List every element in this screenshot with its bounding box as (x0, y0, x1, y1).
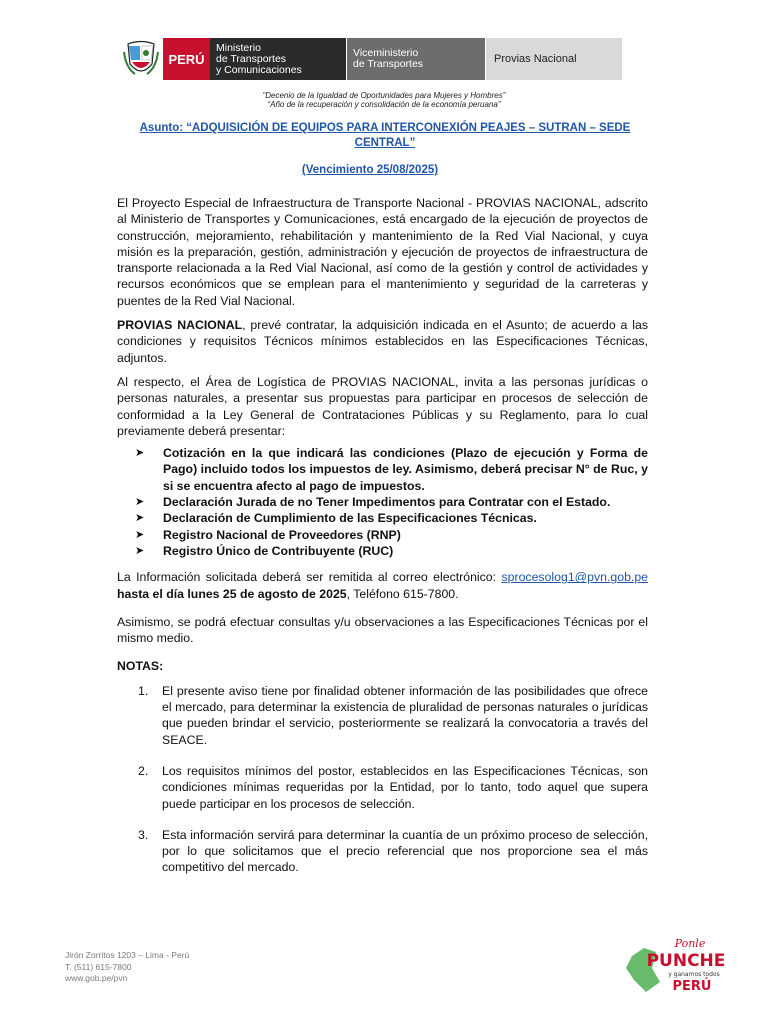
list-item: 3. Esta información servirá para determinar la cuantía de un próximo proceso de selección, por lo que solicitamos que el precio referencial que nos proporcione sea el más competitivo del mercado. (138, 827, 648, 875)
requirements-list (117, 445, 648, 559)
arrow-bullet-icon: ➤ (135, 447, 145, 460)
provias-label: Provias Nacional (486, 38, 622, 80)
purpose-paragraph: PROVIAS NACIONAL, prevé contratar, la adquisición indicada en el Asunto; de acuerdo a las condiciones y requisitos Técnicos mínimos establecidos en las Especificaciones Técnicas, adjuntos. (117, 318, 648, 365)
decade-mottos (0, 91, 768, 109)
subject-heading: Asunto: “ADQUISICIÓN DE EQUIPOS PARA INTERCONEXIÓN PEAJES – SUTRAN – SEDE CENTRAL” (139, 122, 631, 149)
website-line: www.gob.pe/pvn (65, 973, 128, 983)
list-item: ➤ Declaración Jurada de no Tener Impedimentos para Contratar con el Estado. (135, 495, 611, 510)
svg-text:PUNCHE: PUNCHE (646, 951, 726, 971)
address-line: Jirón Zorritos 1203 – Lima - Perú (65, 950, 190, 960)
viceministerio-label: Viceministerio de Transportes (347, 38, 485, 80)
motto-line: “Año de la recuperación y consolidación de la economía peruana” (267, 100, 501, 109)
inquiries-paragraph: Asimismo, se podrá efectuar consultas y/u observaciones a las Especificaciones Técnicas por el mismo medio. (117, 614, 648, 646)
list-item: ➤ Registro Único de Contribuyente (RUC) (135, 543, 394, 558)
ministerio-label: Ministerio de Transportes y Comunicaciones (210, 38, 346, 80)
list-item: 2. Los requisitos mínimos del postor, establecidos en las Especificaciones Técnicas, son condiciones mínimas requeridas por la Entidad, por lo tanto, todo aquel que supera puede participar en los procesos de selección. (138, 763, 648, 811)
due-date-heading: (Vencimiento 25/08/2025) (301, 164, 439, 176)
phone-line: T. (511) 615-7800 (65, 961, 132, 972)
list-item: ➤ Registro Nacional de Proveedores (RNP) (135, 527, 401, 542)
notes-heading: NOTAS: (117, 659, 164, 674)
address-footer (65, 950, 189, 985)
svg-text:y ganamos todos: y ganamos todos (668, 971, 720, 978)
coat-of-arms-icon (123, 38, 159, 80)
arrow-bullet-icon: ➤ (135, 512, 145, 525)
institutional-header (123, 38, 623, 80)
arrow-bullet-icon: ➤ (135, 544, 145, 557)
submission-paragraph: La Información solicitada deberá ser remitida al correo electrónico: sprocesolog1@pvn.gob.pe hasta el día lunes 25 de agosto de 2025, Teléfono 615-7800. (117, 570, 648, 601)
svg-text:Ponle: Ponle (674, 937, 706, 950)
motto-line: “Decenio de la Igualdad de Oportunidades para Mujeres y Hombres” (262, 91, 506, 100)
email-link[interactable]: sprocesolog1@pvn.gob.pe (501, 570, 648, 585)
ponle-punche-peru-logo-icon (622, 934, 730, 996)
intro-paragraph: El Proyecto Especial de Infraestructura de Transporte Nacional - PROVIAS NACIONAL, adscrito al Ministerio de Transportes y Comunicaciones, está encargado de la ejecución de proyectos de construcción, mejoramiento, rehabilitación y mantenimiento de la Red Vial Nacional, y cuya misión es la preparación, gestión, administración y ejecución de proyectos de infraestructura de transporte relacionada a la Red Vial Nacional, así como de la gestión y control de actividades y recursos económicos que se emplean para el mantenimiento y seguridad de la carreteras y puentes de la Red Vial Nacional. (117, 196, 648, 308)
invitation-paragraph: Al respecto, el Área de Logística de PROVIAS NACIONAL, invita a las personas jurídicas o personas naturales, a presentar sus propuestas para participar en procesos de selección de conformidad a la Ley General de Contrataciones Públicas y su Reglamento, para lo cual previamente deberá presentar: (117, 374, 648, 438)
notes-list (117, 683, 648, 876)
peru-label: PERÚ (163, 38, 210, 80)
list-item: ➤ Cotización en la que indicará las condiciones (Plazo de ejecución y Forma de Pago) incluido todos los impuestos de ley. Asimismo, deberá precisar N° de Ruc, y si se encuentra afecto al pago de impuestos. (135, 446, 648, 493)
arrow-bullet-icon: ➤ (135, 496, 145, 509)
letter-body (117, 195, 648, 891)
list-item: 1. El presente aviso tiene por finalidad obtener información de las posibilidades que ofrece el mercado, para determinar la existencia de pluralidad de personas naturales o jurídicas que pueden brindar el servicio, posteriormente se realizará la convocatoria a través del SEACE. (138, 683, 648, 747)
svg-text:PERÚ: PERÚ (672, 979, 712, 994)
list-item: ➤ Declaración de Cumplimiento de las Especificaciones Técnicas. (135, 511, 537, 526)
arrow-bullet-icon: ➤ (135, 528, 145, 541)
